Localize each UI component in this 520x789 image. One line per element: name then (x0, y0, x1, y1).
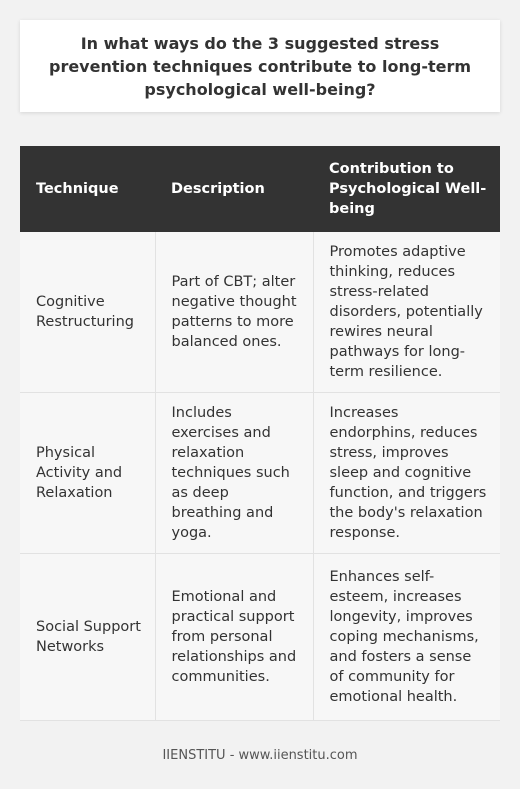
table-header-row (20, 146, 500, 232)
table-row (20, 393, 500, 554)
cell-technique: Cognitive Restructuring (20, 232, 155, 393)
cell-contribution: Increases endorphins, reduces stress, improves sleep and cognitive function, and triggers the body's relaxation response. (313, 393, 500, 554)
cell-technique: Social Support Networks (20, 554, 155, 721)
title-card (20, 20, 500, 112)
cell-contribution: Enhances self-esteem, increases longevity, improves coping mechanisms, and fosters a sense of community for emotional health. (313, 554, 500, 721)
table-row (20, 554, 500, 721)
header-contribution: Contribution to Psychological Well-being (329, 161, 487, 217)
techniques-table (20, 146, 500, 721)
table-row (20, 232, 500, 393)
page-title: In what ways do the 3 suggested stress prevention techniques contribute to long-term psychological well-being? (48, 33, 472, 99)
cell-contribution: Promotes adaptive thinking, reduces stress-related disorders, potentially rewires neural pathways for long-term resilience. (313, 232, 500, 393)
cell-description: Includes exercises and relaxation techniques such as deep breathing and yoga. (155, 393, 313, 554)
cell-description: Part of CBT; alter negative thought patterns to more balanced ones. (155, 232, 313, 393)
header-description: Description (171, 181, 265, 197)
footer-credit: IIENSTITU - www.iienstitu.com (162, 748, 358, 763)
header-technique: Technique (36, 181, 119, 197)
cell-technique: Physical Activity and Relaxation (20, 393, 155, 554)
cell-description: Emotional and practical support from personal relationships and communities. (155, 554, 313, 721)
